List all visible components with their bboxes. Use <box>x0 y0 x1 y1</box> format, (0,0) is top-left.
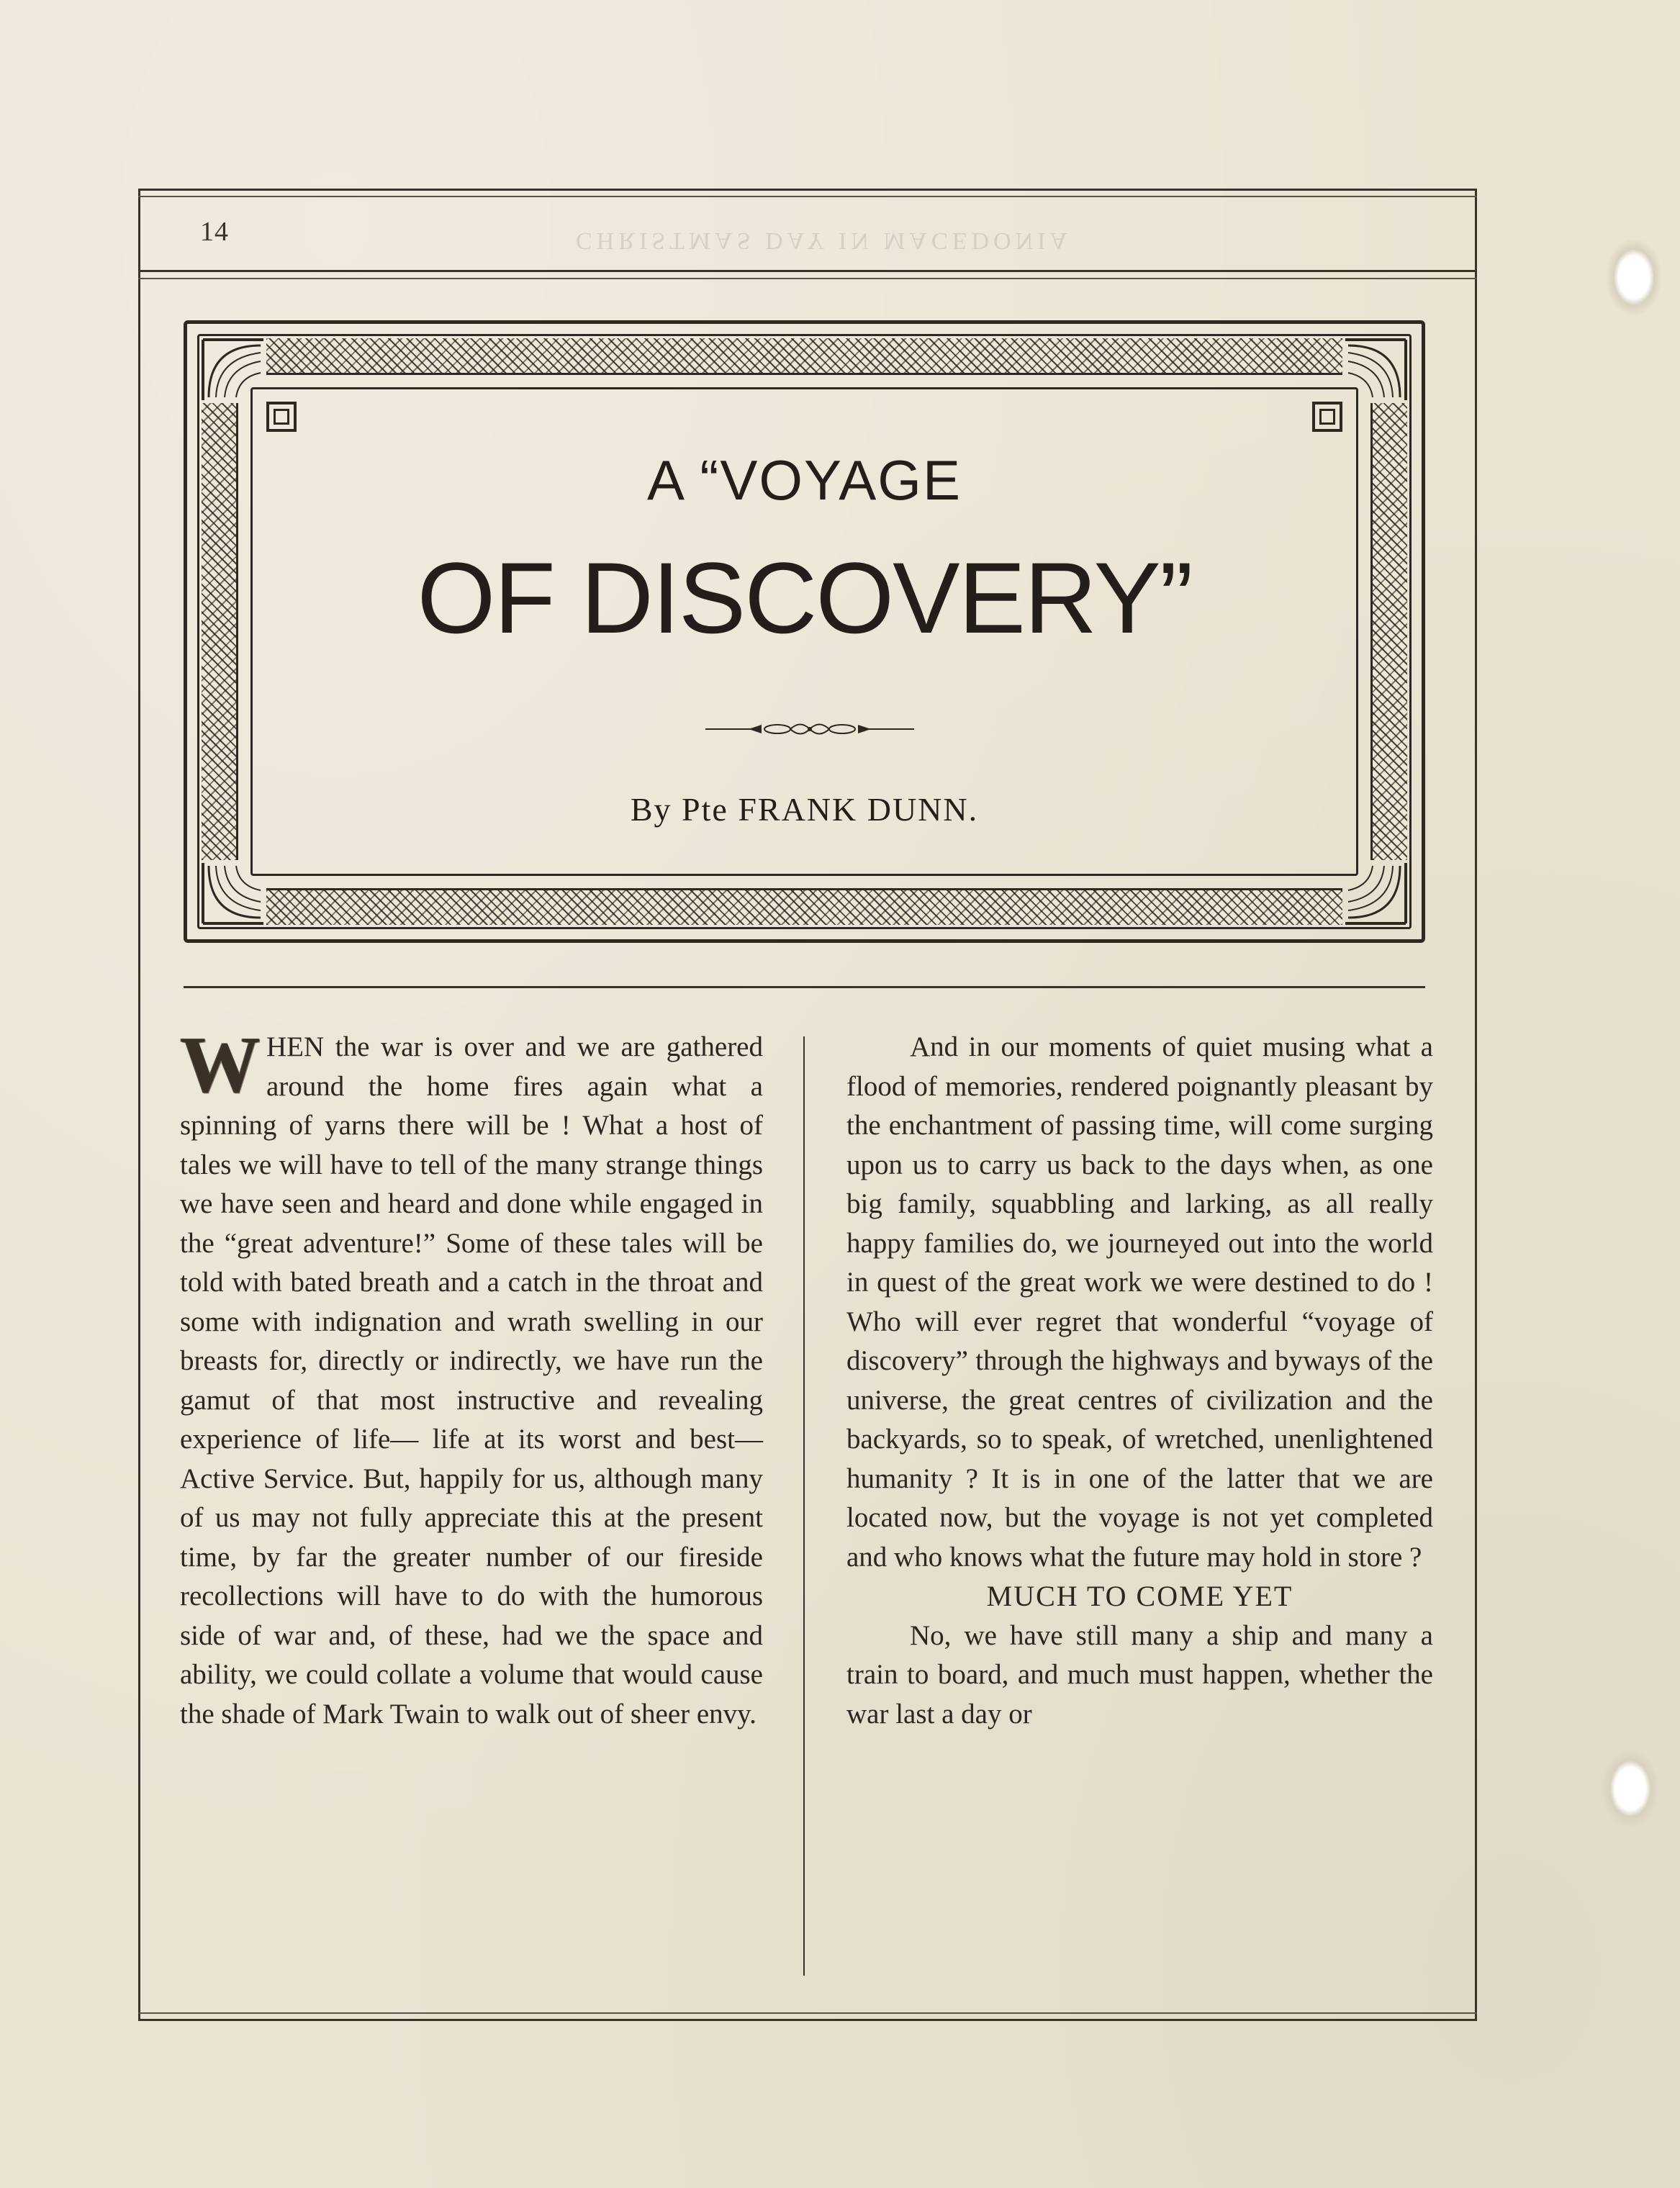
byline: By Pte FRANK DUNN. <box>630 791 979 828</box>
paper-hole-top <box>1605 238 1663 317</box>
page-number: 14 <box>200 217 229 247</box>
square-ornament-left <box>266 402 297 432</box>
title-line-1: A “VOYAGE <box>646 448 962 512</box>
article-paragraph <box>180 1021 763 1734</box>
paper-hole-bottom <box>1602 1749 1659 1828</box>
header-divider <box>138 270 1477 272</box>
drop-cap: W <box>180 1021 258 1110</box>
title-ornamental-box <box>184 320 1425 943</box>
flourish-ornament <box>705 718 914 740</box>
square-ornament-right <box>1312 402 1342 432</box>
page-frame-bottom-double-line <box>138 2012 1477 2014</box>
header-divider-double-line <box>138 278 1477 279</box>
article-column-left <box>180 1021 763 1734</box>
section-rule <box>184 986 1425 988</box>
title-line-2: OF DISCOVERY” <box>417 541 1192 654</box>
section-subheading: MUCH TO COME YET <box>986 1580 1293 1612</box>
ornament-band-top <box>266 338 1342 375</box>
article-paragraph: And in our moments of quiet musing what a flood of memories, rendered poignantly pleasant by the enchantment of passing time, will come surging upon us to carry us back to the days when, as one big family, squabbling and larking, as all really happy families do, we journeyed out into the world in quest of the great work we were destined to do ! Who will ever regret that wonderful “voyage of discovery” through the highways and byways of the universe, the great centres of civilization and the backyards, so to speak, of wretched, unenlightened humanity ? It is in one of the latter that we are located now, but the voyage is not yet completed and who knows what the future may hold in store ? <box>846 1031 1433 1573</box>
page-frame-top-double-line <box>138 196 1477 197</box>
column-rule <box>803 1036 805 1976</box>
ornament-band-bottom <box>266 888 1342 925</box>
bleed-through-header: CHRISTMAS DAY IN MACEDONIA <box>576 227 1072 254</box>
article-paragraph: No, we have still many a ship and many a train to board, and much must happen, whether the war last a day or <box>846 1619 1433 1730</box>
article-column-right <box>846 1028 1433 1734</box>
paragraph-text: HEN the war is over and we are gathered around the home fires again what a spinning of yarns there will be ! What a host of tales we will have to tell of the many strange things we have seen and heard and done while engaged in the “great adventure!” Some of these tales will be told with bated breath and a catch in the throat and some with indignation and wrath swelling in our breasts for, directly or indirectly, we have run the gamut of that most instructive and revealing experience of life— life at its worst and best—Active Service. But, happily for us, although many of us may not fully appreciate this at the present time, by far the greater number of our fireside recollections will have to do with the humorous side of war and, of these, had we the space and ability, we could collate a volume that would cause the shade of Mark Twain to walk out of sheer envy. <box>180 1031 763 1730</box>
